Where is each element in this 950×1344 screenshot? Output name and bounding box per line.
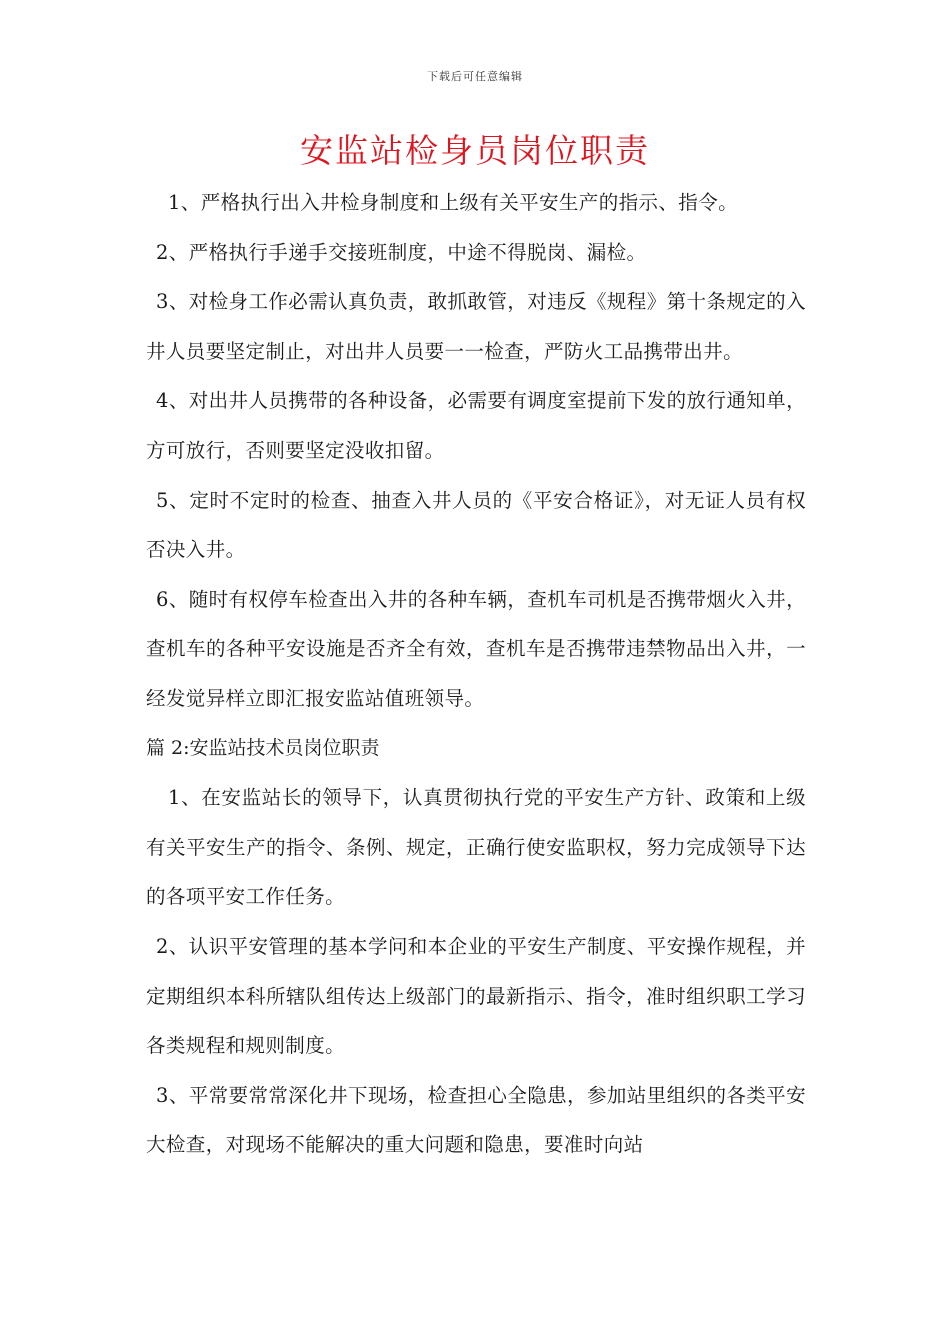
paragraph-1: 1、严格执行出入井检身制度和上级有关平安生产的指示、指令。	[168, 191, 739, 214]
section-2-paragraph-2: 2、认识平安管理的基本学问和本企业的平安生产制度、平安操作规程，并定期组织本科所辖队组传达上级部门的最新指示、指令，准时组织职工学习各类规程和规则制度。	[146, 934, 806, 1058]
paragraph-5: 5、定时不定时的检查、抽查入井人员的《平安合格证》，对无证人员有权否决入井。	[146, 488, 806, 562]
section-2-paragraph-3: 3、平常要常常深化井下现场，检查担心全隐患，参加站里组织的各类平安大检查，对现场不能解决的重大问题和隐患，要准时向站	[146, 1083, 806, 1157]
paragraph-3: 3、对检身工作必需认真负责，敢抓敢管，对违反《规程》第十条规定的入井人员要坚定制止，对出井人员要一一检查，严防火工品携带出井。	[146, 290, 806, 363]
section-2-title: 篇 2:安监站技术员岗位职责	[146, 736, 380, 759]
paragraph-4: 4、对出井人员携带的各种设备，必需要有调度室提前下发的放行通知单，方可放行，否则要坚定没收扣留。	[146, 389, 806, 462]
header-note: 下载后可任意编辑	[427, 70, 523, 83]
section-2-paragraph-1: 1、在安监站长的领导下，认真贯彻执行党的平安生产方针、政策和上级有关平安生产的指令、条例、规定，正确行使安监职权，努力完成领导下达的各项平安工作任务。	[146, 786, 806, 909]
document-title: 安监站检身员岗位职责	[300, 131, 650, 170]
document-body	[146, 178, 806, 1170]
paragraph-2: 2、严格执行手递手交接班制度，中途不得脱岗、漏检。	[156, 240, 647, 264]
paragraph-6: 6、随时有权停车检查出入井的各种车辆，查机车司机是否携带烟火入井，查机车的各种平安设施是否齐全有效，查机车是否携带违禁物品出入井，一经发觉异样立即汇报安监站值班领导。	[146, 587, 806, 710]
